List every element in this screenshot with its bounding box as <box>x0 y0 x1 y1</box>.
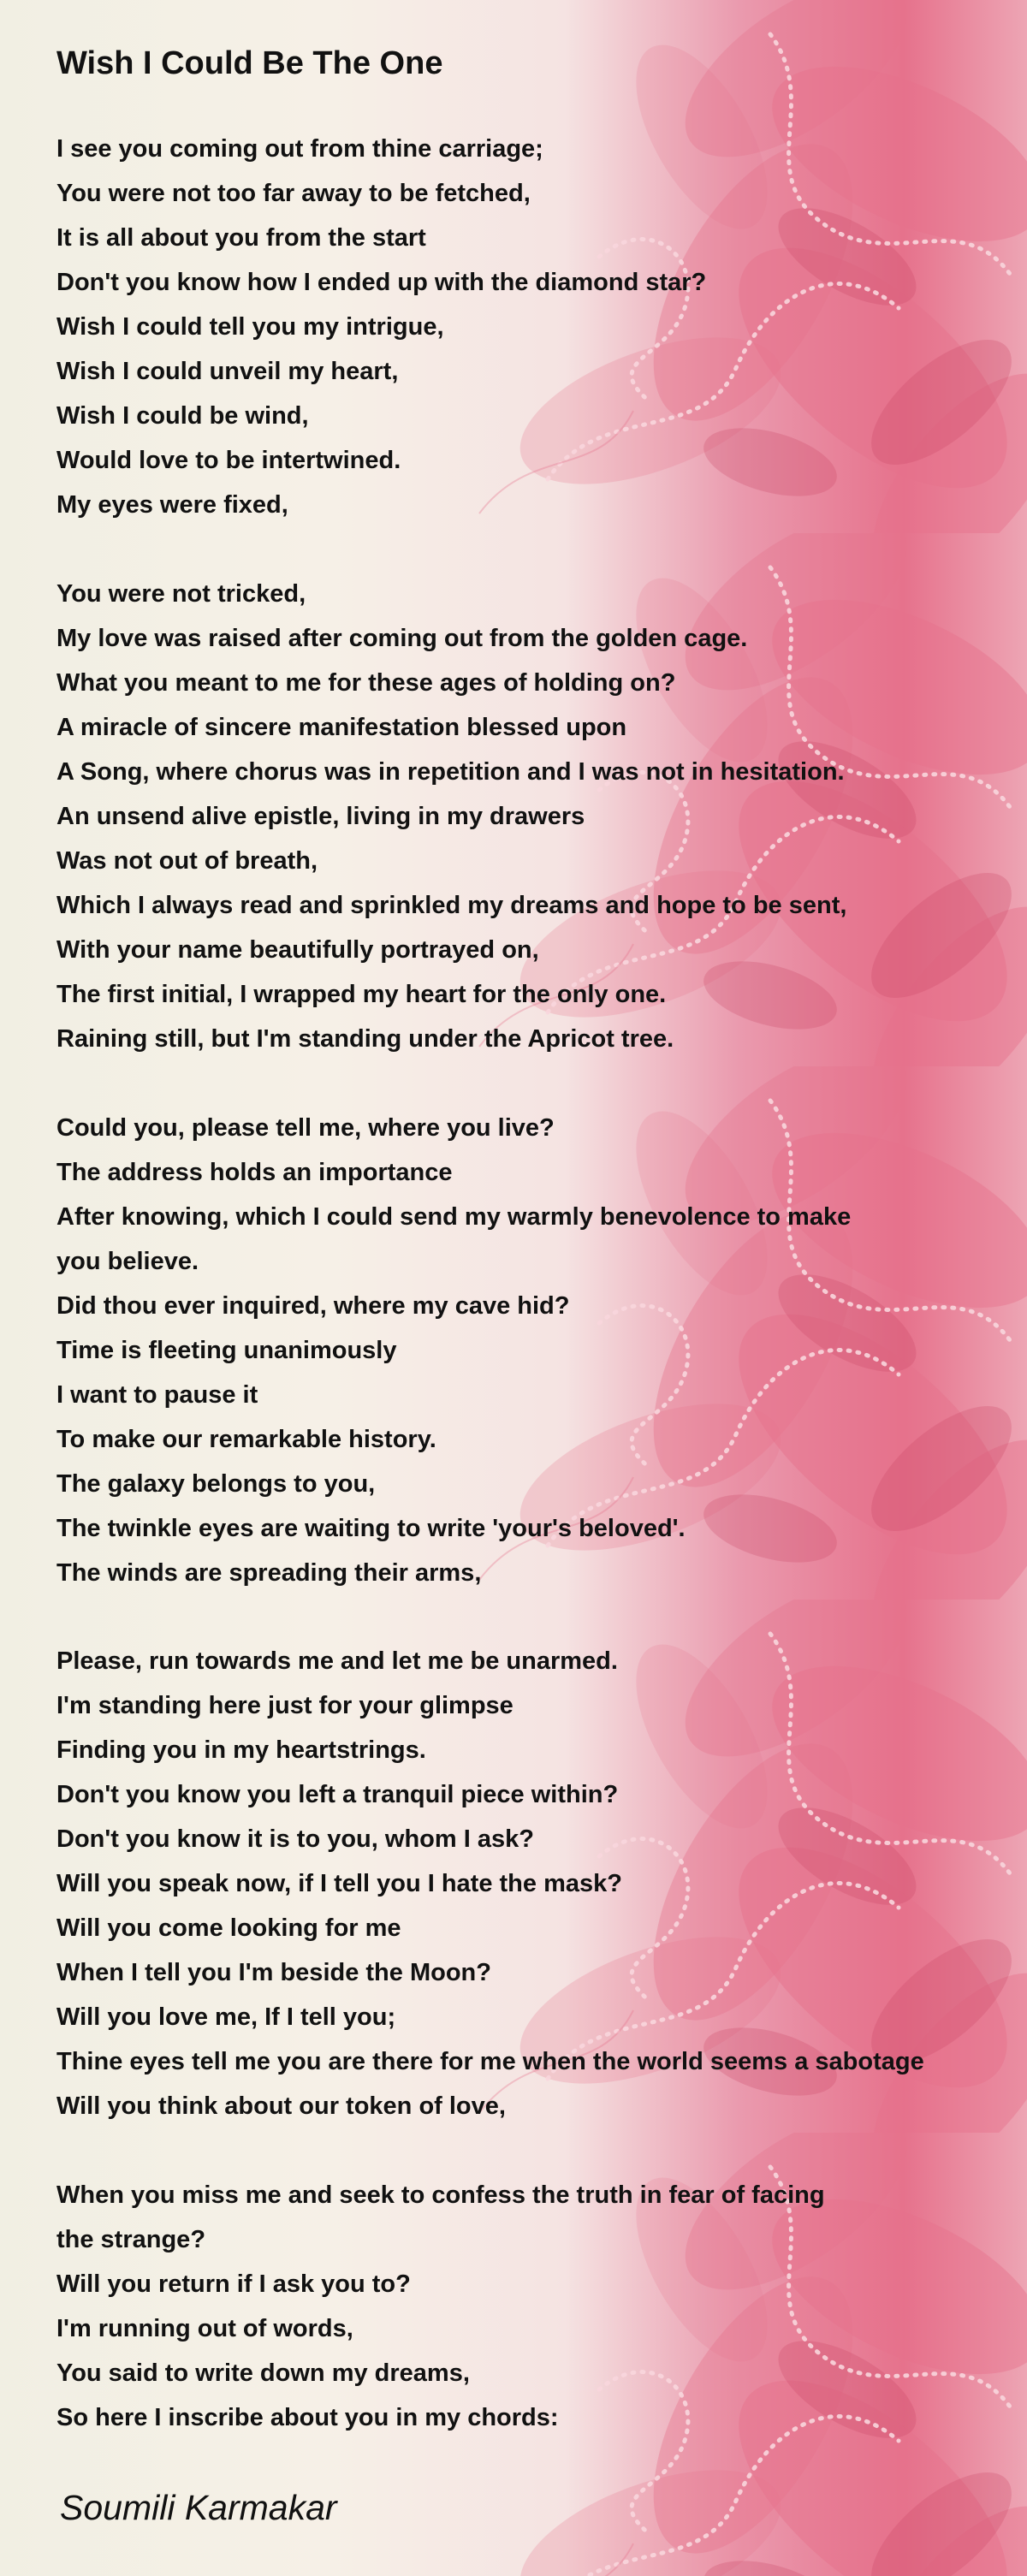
poem-line: Will you speak now, if I tell you I hate the mask? <box>56 1870 622 1897</box>
poem-author: Soumili Karmakar <box>60 2488 337 2527</box>
poem-line: I want to pause it <box>56 1381 258 1409</box>
poem-line: The galaxy belongs to you, <box>56 1470 376 1498</box>
poem-line: After knowing, which I could send my warmly benevolence to make <box>56 1203 852 1231</box>
stanza-4 <box>56 1639 1015 2128</box>
poem-line: A Song, where chorus was in repetition and I was not in hesitation. <box>56 758 845 786</box>
stanza-5 <box>56 2173 1015 2440</box>
poem-line: What you meant to me for these ages of holding on? <box>56 669 676 697</box>
poem-line: My love was raised after coming out from the golden cage. <box>56 625 748 652</box>
poem-line: Thine eyes tell me you are there for me when the world seems a sabotage <box>56 2048 924 2075</box>
stanza-2 <box>56 572 1015 1061</box>
poem-line: Will you return if I ask you to? <box>56 2270 411 2298</box>
poem-line: Don't you know you left a tranquil piece within? <box>56 1781 619 1808</box>
poem-line: The winds are spreading their arms, <box>56 1559 482 1587</box>
poem-line: So here I inscribe about you in my chords: <box>56 2404 559 2431</box>
poem-line: A miracle of sincere manifestation blessed upon <box>56 714 627 741</box>
poem-title: Wish I Could Be The One <box>56 45 443 81</box>
poem-line: Don't you know it is to you, whom I ask? <box>56 1825 534 1853</box>
poem-line: Will you think about our token of love, <box>56 2092 506 2120</box>
poem-line: You were not tricked, <box>56 580 306 608</box>
poem-line: An unsend alive epistle, living in my drawers <box>56 803 585 830</box>
poem-line: the strange? <box>56 2226 206 2253</box>
poem-line: I'm running out of words, <box>56 2315 353 2342</box>
poem-line: When I tell you I'm beside the Moon? <box>56 1959 491 1986</box>
poem-line: You said to write down my dreams, <box>56 2359 470 2387</box>
poem-line: You were not too far away to be fetched, <box>56 180 531 207</box>
poem-line: When you miss me and seek to confess the truth in fear of facing <box>56 2181 825 2209</box>
stanza-3 <box>56 1106 1015 1595</box>
poem-line: Would love to be intertwined. <box>56 447 401 474</box>
poem-line: With your name beautifully portrayed on, <box>56 936 539 964</box>
poem-line: Will you love me, If I tell you; <box>56 2003 396 2031</box>
poem-line: The twinkle eyes are waiting to write 'your's beloved'. <box>56 1515 686 1542</box>
poem-line: Finding you in my heartstrings. <box>56 1736 426 1764</box>
poem-line: Wish I could be wind, <box>56 402 309 430</box>
poem-line: Will you come looking for me <box>56 1914 401 1942</box>
stanza-1 <box>56 127 1015 527</box>
poem-line: Could you, please tell me, where you live? <box>56 1114 555 1142</box>
poem-line: Did thou ever inquired, where my cave hid? <box>56 1292 570 1320</box>
poem-line: Which I always read and sprinkled my dreams and hope to be sent, <box>56 892 847 919</box>
poem-line: Don't you know how I ended up with the diamond star? <box>56 269 707 296</box>
poem-line: My eyes were fixed, <box>56 491 288 519</box>
poem-line: To make our remarkable history. <box>56 1426 436 1453</box>
poem-line: Please, run towards me and let me be unarmed. <box>56 1647 618 1675</box>
poem-line: The address holds an importance <box>56 1159 453 1186</box>
poem-line: you believe. <box>56 1248 199 1275</box>
poem-line: Was not out of breath, <box>56 847 318 875</box>
poem-line: Wish I could unveil my heart, <box>56 358 399 385</box>
poem-line: Wish I could tell you my intrigue, <box>56 313 444 341</box>
poem-line: I see you coming out from thine carriage; <box>56 135 543 163</box>
poem-line: The first initial, I wrapped my heart for the only one. <box>56 981 667 1008</box>
poem-line: It is all about you from the start <box>56 224 426 252</box>
poem-line: Time is fleeting unanimously <box>56 1337 397 1364</box>
poem-line: Raining still, but I'm standing under the Apricot tree. <box>56 1025 674 1053</box>
poem-line: I'm standing here just for your glimpse <box>56 1692 514 1719</box>
